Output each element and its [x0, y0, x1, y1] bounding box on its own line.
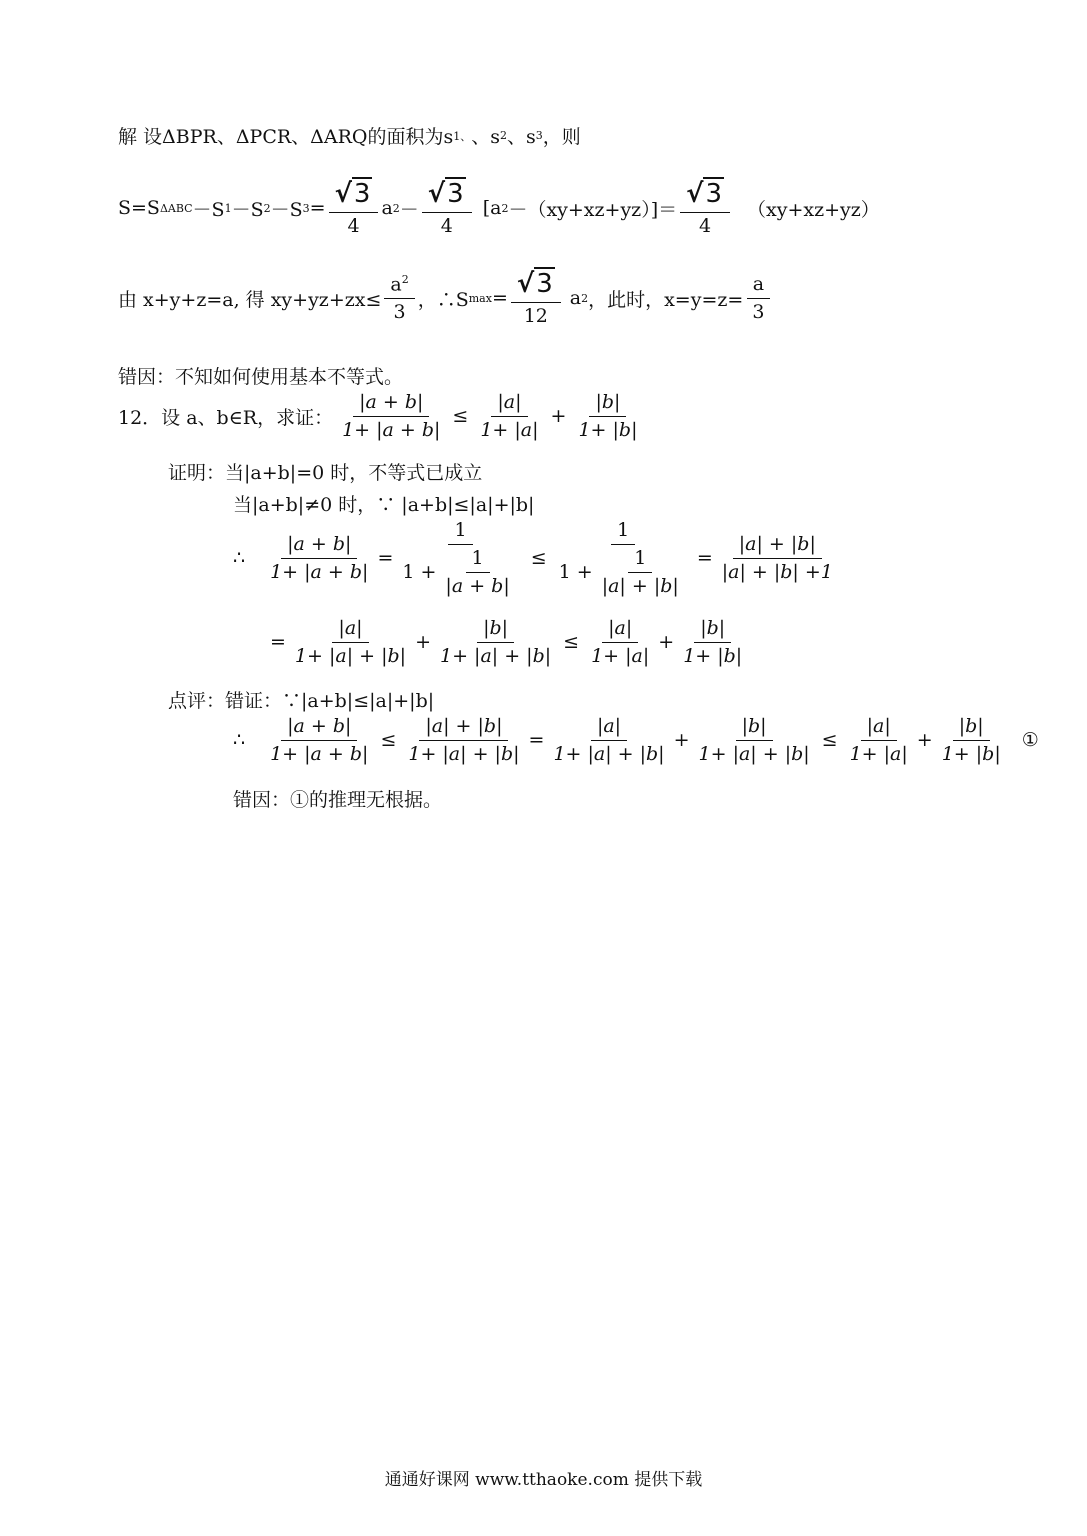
- area-lhs-sub: ΔABC: [159, 201, 193, 215]
- numerator: |b|: [694, 618, 731, 643]
- review-error-text: 错因：①的推理无根据。: [233, 789, 443, 811]
- review-error: [233, 785, 442, 812]
- denominator: 1+ |a + b|: [342, 418, 441, 441]
- circled-one-marker: ①: [1021, 729, 1039, 752]
- s2-sub: 2: [500, 129, 508, 142]
- denominator: 3: [752, 300, 765, 323]
- denominator: 4: [699, 214, 712, 237]
- frac-sqrt3-over-4-c: [680, 180, 730, 236]
- sqrt-symbol: √3: [686, 179, 722, 209]
- numerator: |a|: [332, 618, 368, 643]
- minus: －: [399, 198, 419, 221]
- proof-chain-1: [233, 520, 842, 597]
- denominator: |a| + |b|: [601, 574, 679, 597]
- equals: =: [696, 547, 713, 570]
- equals: =: [491, 287, 508, 310]
- proof-text-2: 当|a+b|≠0 时，∵ |a+b|≤|a|+|b|: [233, 494, 535, 516]
- numerator: |a|: [591, 716, 627, 741]
- var-a: a: [381, 197, 393, 220]
- numerator: |a + b|: [281, 534, 357, 559]
- equals: =: [528, 729, 545, 752]
- le-sign: ≤: [380, 729, 397, 752]
- numerator: |b|: [477, 618, 514, 643]
- intro-mid2: 、s: [507, 126, 536, 148]
- therefore-sign: ∴: [233, 547, 246, 570]
- denominator: 12: [523, 304, 548, 327]
- area-tail: （xy+xz+yz）: [747, 198, 880, 221]
- frac-sqrt3-over-4: [329, 180, 379, 236]
- s3-sub: 3: [535, 129, 543, 142]
- frac-abs-ab: [336, 392, 446, 441]
- numerator: |a|: [491, 392, 527, 417]
- square-sup: 2: [401, 272, 409, 286]
- s1-sub-2: 1: [224, 201, 232, 215]
- frac-inner-1: [439, 548, 515, 597]
- le-sign: ≤: [530, 547, 547, 570]
- le-sign: ≤: [821, 729, 838, 752]
- frac-abs-a: [474, 392, 544, 441]
- cond-tail: ，此时，x=y=z=: [588, 288, 744, 311]
- s1-sub: 1、: [453, 129, 472, 143]
- equals: =: [377, 547, 394, 570]
- frac-sqrt3-over-4-b: [422, 180, 472, 236]
- denominator: 1+ |a| + |b|: [294, 644, 407, 667]
- sqrt-symbol: √3: [334, 179, 371, 209]
- numerator: |b|: [736, 716, 773, 741]
- numerator: |a + b|: [353, 392, 429, 417]
- denominator: 1+ |a| + |b|: [408, 742, 520, 765]
- numerator: |a + b|: [281, 716, 357, 741]
- minus-s1: －S: [192, 198, 225, 221]
- frac-b-over-1-a-b: [434, 618, 557, 667]
- frac-sum-over-sum-plus-one: [716, 534, 839, 583]
- denominator: 1+ |a| + |b|: [553, 742, 665, 765]
- frac-a-over-3: [746, 274, 770, 323]
- frac-abs-b: [677, 618, 748, 667]
- square-sup: 2: [581, 291, 589, 305]
- radicand: 3: [353, 179, 371, 209]
- problem-12: [118, 392, 646, 441]
- plus-sign: +: [415, 631, 431, 654]
- solution-error: [118, 362, 403, 389]
- therefore-sign: ∴: [233, 729, 246, 752]
- denominator: 1+ |a|: [591, 644, 650, 667]
- plus-sign: +: [658, 631, 675, 654]
- denominator: |a| + |b| +1: [721, 560, 833, 583]
- equals: =: [270, 631, 286, 654]
- denominator: 1+ |a + b|: [270, 560, 369, 583]
- minus-s2: －S: [231, 198, 264, 221]
- proof-line2: [233, 490, 534, 517]
- intro-text: 解 设ΔBPR、ΔPCR、ΔARQ的面积为s: [118, 126, 454, 148]
- plus-sign: +: [916, 729, 933, 752]
- frac-abs-b: [572, 392, 643, 441]
- denominator: 4: [440, 214, 453, 237]
- radicand: 3: [447, 179, 464, 209]
- review-text-1: 点评：错证：∵|a+b|≤|a|+|b|: [168, 690, 435, 712]
- radicand: 3: [705, 179, 722, 209]
- bracket-inner: －（xy+xz+yz）]＝: [508, 198, 678, 221]
- frac-nested-1: [396, 520, 524, 597]
- area-formula: [118, 180, 880, 236]
- denominator: 1+ |b|: [578, 418, 638, 441]
- s3-sub-2: 3: [302, 201, 310, 215]
- frac-a-over-1-a-b: [289, 618, 412, 667]
- square-sup: 2: [501, 201, 509, 215]
- numerator: |b|: [953, 716, 990, 741]
- var-a: a: [569, 287, 582, 310]
- frac-sum-over-1-sum: [402, 716, 525, 765]
- plus-sign: +: [673, 729, 690, 752]
- numerator: 1: [611, 520, 635, 545]
- frac-abs-ab: [264, 534, 374, 583]
- denominator: 4: [347, 214, 360, 237]
- area-lhs: S=S: [118, 197, 160, 220]
- numerator: a: [747, 274, 770, 299]
- var-a: a: [390, 273, 402, 296]
- frac-sqrt3-over-12: [511, 270, 561, 326]
- frac-a-over-1-a-b: [547, 716, 670, 765]
- condition-line: [118, 270, 773, 326]
- numerator: 1: [448, 520, 472, 545]
- one-plus: 1 +: [402, 560, 437, 583]
- le-sign: ≤: [452, 405, 469, 428]
- denominator: 1+ |a + b|: [270, 742, 369, 765]
- denominator: |a + b|: [445, 574, 510, 597]
- radicand: 3: [536, 269, 553, 299]
- problem-label: 12．设 a、b∈R，求证：: [118, 406, 334, 429]
- numerator: |a|: [602, 618, 638, 643]
- proof-text-1: 证明：当|a+b|=0 时，不等式已成立: [168, 462, 483, 484]
- frac-abs-b: [936, 716, 1007, 765]
- frac-inner-2: [596, 548, 685, 597]
- frac-b-over-1-a-b: [693, 716, 816, 765]
- intro-mid: 、s: [471, 126, 501, 148]
- numerator: |a|: [861, 716, 897, 741]
- sqrt-symbol: √3: [427, 179, 464, 209]
- denominator: 1+ |a| + |b|: [440, 644, 552, 667]
- error-text: 错因：不知如何使用基本不等式。: [118, 366, 404, 388]
- denominator: 1+ |a| + |b|: [698, 742, 810, 765]
- one-plus: 1 +: [558, 560, 593, 583]
- denominator: 1+ |b|: [941, 742, 1001, 765]
- frac-a2-over-3: [384, 274, 414, 323]
- numerator: 1: [628, 548, 652, 573]
- intro-end: ，则: [542, 126, 581, 148]
- bracket-open: [a: [482, 197, 502, 220]
- denominator: 3: [393, 300, 406, 323]
- solution-intro: [118, 122, 581, 149]
- equals: =: [309, 197, 326, 220]
- s2-sub-2: 2: [263, 201, 271, 215]
- proof-line1: [168, 458, 482, 485]
- sqrt-symbol: √3: [516, 269, 553, 299]
- frac-abs-a: [585, 618, 655, 667]
- denominator: 1+ |b|: [683, 644, 743, 667]
- le-sign: ≤: [563, 631, 580, 654]
- frac-abs-a: [844, 716, 914, 765]
- denominator: 1+ |a|: [480, 418, 539, 441]
- page-footer: 通通好课网 www.tthaoke.com 提供下载: [384, 1470, 703, 1490]
- smax-sub: max: [468, 291, 492, 305]
- review-chain: [233, 716, 1039, 765]
- denominator: 1+ |a|: [849, 742, 908, 765]
- numerator: |b|: [589, 392, 626, 417]
- numerator: |a| + |b|: [419, 716, 508, 741]
- numerator: |a| + |b|: [733, 534, 822, 559]
- cond-mid: ，∴S: [417, 288, 469, 311]
- review-line1: [168, 686, 434, 713]
- square-sup: 2: [392, 201, 400, 215]
- proof-chain-2: [270, 618, 751, 667]
- frac-abs-ab: [264, 716, 374, 765]
- numerator: 1: [466, 548, 490, 573]
- plus-sign: +: [550, 405, 567, 428]
- frac-nested-2: [553, 520, 694, 597]
- minus-s3: －S: [270, 198, 303, 221]
- cond-start: 由 x+y+z=a, 得 xy+yz+zx≤: [118, 288, 382, 311]
